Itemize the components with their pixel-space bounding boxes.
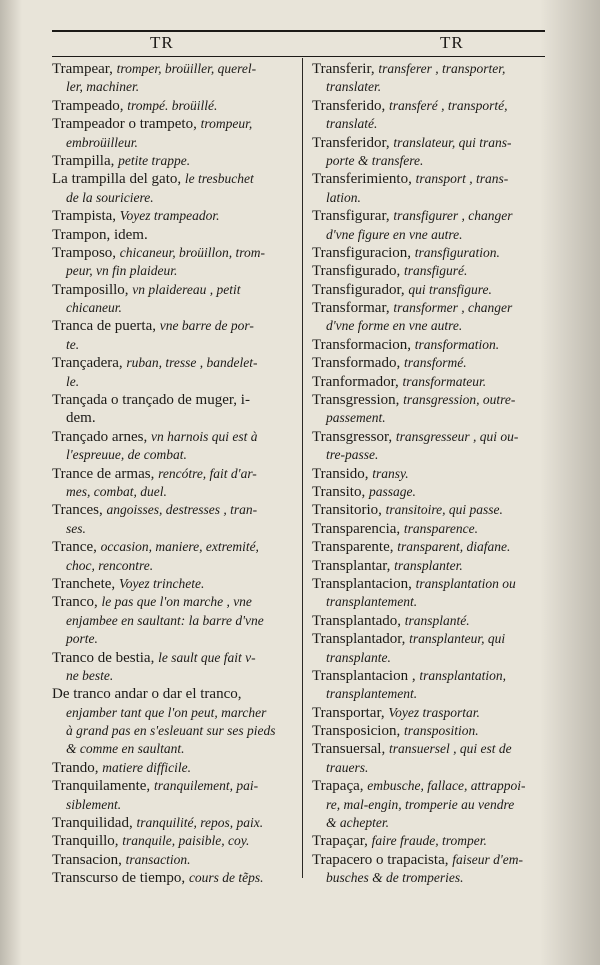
headword: Tranquilidad, bbox=[52, 815, 137, 832]
dictionary-entry-line bbox=[52, 851, 297, 869]
translation: enjambee en saultant: la barre d'vne bbox=[66, 612, 264, 628]
translation: passage. bbox=[368, 483, 416, 499]
headword: Transido, bbox=[312, 465, 373, 482]
headword: Transfigurado, bbox=[312, 263, 404, 280]
headword: Transparencia, bbox=[312, 520, 404, 537]
translation: transformer , changer bbox=[393, 300, 513, 316]
dictionary-entry-line bbox=[52, 832, 297, 850]
dictionary-entry-line bbox=[312, 483, 550, 501]
translation: faiseur d'em- bbox=[452, 851, 523, 867]
translation: matiere difficile. bbox=[102, 759, 192, 775]
translation: transplantation ou bbox=[415, 575, 516, 591]
headword: Transportar, bbox=[312, 704, 389, 721]
translation: Voyez trampeador. bbox=[119, 208, 220, 224]
dictionary-entry-line bbox=[52, 501, 297, 519]
translation: transplanteur, qui bbox=[409, 631, 506, 647]
dictionary-entry-line bbox=[312, 354, 550, 372]
headword: Trance de armas, bbox=[52, 465, 159, 482]
headword: Transacion, bbox=[52, 851, 126, 868]
translation: transaction. bbox=[125, 851, 191, 867]
dictionary-entry-line bbox=[312, 336, 550, 354]
headword: Trampeado, bbox=[52, 97, 128, 114]
dictionary-entry-line bbox=[312, 851, 550, 869]
dictionary-entry-line bbox=[312, 832, 550, 850]
dictionary-entry-line bbox=[52, 869, 297, 887]
dictionary-entry-line bbox=[312, 281, 550, 299]
translation: transposition. bbox=[403, 723, 479, 739]
dictionary-entry-line bbox=[52, 759, 297, 777]
translation: rencótre, fait d'ar- bbox=[158, 465, 257, 481]
dictionary-entry-line bbox=[312, 722, 550, 740]
dictionary-entry-line bbox=[52, 207, 297, 225]
headword: Transcurso de tiempo, bbox=[52, 870, 189, 887]
headword: La trampilla del gato, bbox=[52, 171, 185, 188]
dictionary-entry-line bbox=[52, 60, 297, 78]
translation: tre-passe. bbox=[326, 447, 379, 463]
dictionary-entry-line bbox=[312, 630, 550, 648]
headword: Tranquillo, bbox=[52, 833, 123, 850]
dictionary-entry-line bbox=[52, 373, 297, 391]
dictionary-entry-line bbox=[52, 704, 297, 722]
translation: ses. bbox=[66, 520, 86, 536]
headword: Transuersal, bbox=[312, 741, 389, 758]
translation: trompeur, bbox=[200, 116, 253, 132]
headword: Transformacion, bbox=[312, 336, 415, 353]
dictionary-entry-line bbox=[312, 538, 550, 556]
running-head-left: TR bbox=[150, 33, 174, 52]
translation: le. bbox=[66, 373, 80, 389]
dictionary-entry-line bbox=[52, 354, 297, 372]
dictionary-entry-line bbox=[312, 373, 550, 391]
dictionary-entry-line bbox=[312, 814, 550, 832]
translation: d'vne figure en vne autre. bbox=[326, 226, 463, 242]
headword: Trance, bbox=[52, 539, 101, 556]
translation: enjamber tant que l'on peut, marcher bbox=[66, 704, 267, 720]
dictionary-entry-line bbox=[312, 501, 550, 519]
translation: chicaneur. bbox=[66, 300, 122, 316]
translation: transy. bbox=[372, 465, 409, 481]
translation: transuersel , qui est de bbox=[388, 741, 512, 757]
translation: faire fraude, tromper. bbox=[371, 833, 487, 849]
translation: transplante. bbox=[326, 649, 391, 665]
headword: dem. bbox=[66, 410, 96, 427]
translation: qui transfigure. bbox=[408, 281, 492, 297]
translation: lation. bbox=[326, 189, 361, 205]
dictionary-entry-line bbox=[52, 409, 297, 427]
headword: Transplantar, bbox=[312, 557, 395, 574]
translation: occasion, maniere, extremité, bbox=[100, 539, 259, 555]
translation: translater. bbox=[326, 79, 382, 95]
dictionary-entry-line bbox=[52, 667, 297, 685]
headword: Trançada o trançado de muger, i- bbox=[52, 392, 250, 409]
translation: le tresbuchet bbox=[184, 171, 254, 187]
translation: transitoire, qui passe. bbox=[385, 502, 503, 518]
translation: vn plaidereau , petit bbox=[132, 281, 241, 297]
translation: le sault que fait v- bbox=[158, 649, 256, 665]
translation: transplantement. bbox=[326, 686, 418, 702]
dictionary-entry-line bbox=[52, 575, 297, 593]
dictionary-entry-line bbox=[312, 262, 550, 280]
headword: Transfigurador, bbox=[312, 281, 409, 298]
translation: trauers. bbox=[326, 759, 369, 775]
translation: peur, vn fin plaideur. bbox=[66, 263, 178, 279]
translation: tromper, broüiller, querel- bbox=[116, 61, 257, 76]
headword: Transplantador, bbox=[312, 631, 410, 648]
dictionary-entry-line bbox=[52, 336, 297, 354]
dictionary-entry-line bbox=[312, 226, 550, 244]
dictionary-entry-line bbox=[312, 446, 550, 464]
dictionary-entry-line bbox=[52, 465, 297, 483]
translation: transgression, outre- bbox=[403, 392, 516, 408]
dictionary-entry-line bbox=[52, 391, 297, 409]
headword: Transfiguracion, bbox=[312, 244, 415, 261]
translation: transformation. bbox=[414, 336, 500, 352]
headword: Tranchete, bbox=[52, 575, 119, 592]
translation: porte & transfere. bbox=[326, 152, 424, 168]
headword: Transfigurar, bbox=[312, 208, 394, 225]
headword: Transformar, bbox=[312, 300, 394, 317]
dictionary-entry-line bbox=[52, 796, 297, 814]
dictionary-entry-line bbox=[52, 538, 297, 556]
column-divider bbox=[302, 58, 303, 878]
translation: trompé. broüillé. bbox=[127, 97, 218, 113]
translation: siblement. bbox=[66, 796, 122, 812]
dictionary-entry-line bbox=[52, 649, 297, 667]
dictionary-entry-line bbox=[312, 189, 550, 207]
headword: Transposicion, bbox=[312, 723, 404, 740]
dictionary-entry-line bbox=[52, 78, 297, 96]
dictionary-entry-line bbox=[312, 97, 550, 115]
translation: tranquilement, pai- bbox=[153, 778, 259, 794]
dictionary-entry-line bbox=[52, 777, 297, 795]
translation: cours de tẽps. bbox=[188, 870, 264, 886]
headword: Trances, bbox=[52, 502, 107, 519]
dictionary-entry-line bbox=[312, 685, 550, 703]
header-rule-top bbox=[52, 30, 545, 32]
translation: transferé , transporté, bbox=[388, 97, 508, 113]
dictionary-entry-line bbox=[312, 612, 550, 630]
dictionary-entry-line bbox=[312, 649, 550, 667]
headword: Transparente, bbox=[312, 539, 398, 556]
translation: transferer , transporter, bbox=[378, 61, 506, 76]
translation: porte. bbox=[66, 631, 98, 647]
dictionary-entry-line bbox=[312, 207, 550, 225]
dictionary-entry-line bbox=[52, 740, 297, 758]
translation: transplantement. bbox=[326, 594, 418, 610]
translation: transgresseur , qui ou- bbox=[395, 428, 519, 444]
headword: Trapaçar, bbox=[312, 833, 372, 850]
translation: ne beste. bbox=[66, 667, 114, 683]
dictionary-entry-line bbox=[312, 575, 550, 593]
dictionary-entry-line bbox=[52, 244, 297, 262]
translation: l'espreuue, de combat. bbox=[66, 447, 187, 463]
page-edge-shadow-left bbox=[0, 0, 22, 965]
headword: Trançado arnes, bbox=[52, 428, 152, 445]
translation: ruban, tresse , bandelet- bbox=[126, 355, 258, 371]
translation: angoisses, destresses , tran- bbox=[106, 502, 258, 518]
dictionary-entry-line bbox=[312, 777, 550, 795]
translation: d'vne forme en vne autre. bbox=[326, 318, 463, 334]
translation: transplantation, bbox=[419, 667, 506, 683]
translation: transformateur. bbox=[402, 373, 487, 389]
translation: chicaneur, broüillon, trom- bbox=[119, 244, 266, 260]
translation: ler, machiner. bbox=[66, 79, 140, 95]
translation: te. bbox=[66, 336, 80, 352]
dictionary-entry-line bbox=[312, 152, 550, 170]
headword: Trampon, idem. bbox=[52, 226, 148, 243]
headword: Tramposo, bbox=[52, 244, 120, 261]
running-head-right: TR bbox=[440, 33, 464, 52]
dictionary-entry-line bbox=[52, 814, 297, 832]
headword: Transplantacion , bbox=[312, 667, 420, 684]
dictionary-entry-line bbox=[52, 593, 297, 611]
dictionary-entry-line bbox=[52, 226, 297, 244]
dictionary-entry-line bbox=[52, 428, 297, 446]
headword: Trampilla, bbox=[52, 152, 119, 169]
dictionary-entry-line bbox=[52, 557, 297, 575]
translation: translateur, qui trans- bbox=[393, 134, 512, 150]
headword: Tranformador, bbox=[312, 373, 403, 390]
translation: passement. bbox=[326, 410, 386, 426]
dictionary-entry-line bbox=[52, 685, 297, 703]
dictionary-entry-line bbox=[312, 796, 550, 814]
dictionary-entry-line bbox=[312, 520, 550, 538]
translation: transplanter. bbox=[394, 557, 463, 573]
headword: Tramposillo, bbox=[52, 281, 133, 298]
dictionary-entry-line bbox=[52, 97, 297, 115]
headword: Transferido, bbox=[312, 97, 389, 114]
dictionary-entry-line bbox=[312, 593, 550, 611]
headword: Transitorio, bbox=[312, 502, 386, 519]
translation: & comme en saultant. bbox=[66, 741, 185, 757]
dictionary-entry-line bbox=[312, 244, 550, 262]
dictionary-entry-line bbox=[52, 170, 297, 188]
left-column bbox=[52, 60, 297, 888]
headword: Tranco, bbox=[52, 594, 102, 611]
dictionary-entry-line bbox=[312, 115, 550, 133]
translation: mes, combat, duel. bbox=[66, 483, 167, 499]
translation: busches & de tromperies. bbox=[326, 870, 464, 886]
translation: Voyez trinchete. bbox=[118, 575, 205, 591]
dictionary-entry-line bbox=[52, 520, 297, 538]
dictionary-entry-line bbox=[312, 667, 550, 685]
dictionary-entry-line bbox=[52, 317, 297, 335]
translation: tranquilité, repos, paix. bbox=[136, 815, 264, 831]
translation: & achepter. bbox=[326, 815, 389, 831]
translation: choc, rencontre. bbox=[66, 557, 154, 573]
translation: petite trappe. bbox=[118, 152, 191, 168]
headword: Transito, bbox=[312, 483, 369, 500]
dictionary-entry-line bbox=[312, 759, 550, 777]
translation: transformé. bbox=[403, 355, 467, 371]
headword: Trapaça, bbox=[312, 778, 368, 795]
dictionary-entry-line bbox=[312, 391, 550, 409]
dictionary-entry-line bbox=[312, 317, 550, 335]
translation: à grand pas en s'esleuant sur ses pieds bbox=[66, 723, 276, 739]
headword: Tranca de puerta, bbox=[52, 318, 160, 335]
headword: Trampeador o trampeto, bbox=[52, 116, 201, 133]
translation: transparence. bbox=[403, 520, 479, 536]
headword: Trapacero o trapacista, bbox=[312, 851, 453, 868]
headword: Transgressor, bbox=[312, 428, 396, 445]
dictionary-entry-line bbox=[52, 299, 297, 317]
dictionary-entry-line bbox=[312, 60, 550, 78]
dictionary-entry-line bbox=[312, 170, 550, 188]
dictionary-entry-line bbox=[52, 630, 297, 648]
dictionary-entry-line bbox=[52, 446, 297, 464]
headword: Transplantado, bbox=[312, 612, 405, 629]
dictionary-entry-line bbox=[52, 189, 297, 207]
headword: Trampear, bbox=[52, 61, 117, 77]
headword: Trampista, bbox=[52, 208, 120, 225]
translation: embroüilleur. bbox=[66, 134, 138, 150]
translation: Voyez trasportar. bbox=[388, 704, 480, 720]
dictionary-entry-line bbox=[312, 78, 550, 96]
translation: re, mal-engin, tromperie au vendre bbox=[326, 796, 515, 812]
dictionary-entry-line bbox=[312, 704, 550, 722]
headword: Tranco de bestia, bbox=[52, 649, 159, 666]
translation: transfigurer , changer bbox=[393, 208, 513, 224]
translation: translaté. bbox=[326, 116, 378, 132]
dictionary-entry-line bbox=[52, 722, 297, 740]
dictionary-entry-line bbox=[312, 428, 550, 446]
headword: Transferir, bbox=[312, 61, 379, 77]
header-rule-bottom bbox=[52, 56, 545, 57]
dictionary-entry-line bbox=[312, 134, 550, 152]
headword: Transferidor, bbox=[312, 134, 394, 151]
translation: transparent, diafane. bbox=[397, 539, 511, 555]
translation: vne barre de por- bbox=[159, 318, 254, 334]
dictionary-entry-line bbox=[312, 409, 550, 427]
dictionary-entry-line bbox=[52, 483, 297, 501]
dictionary-entry-line bbox=[52, 281, 297, 299]
headword: Transferimiento, bbox=[312, 171, 416, 188]
dictionary-entry-line bbox=[52, 262, 297, 280]
dictionary-entry-line bbox=[52, 115, 297, 133]
headword: Tranquilamente, bbox=[52, 778, 154, 795]
translation: le pas que l'on marche , vne bbox=[101, 594, 252, 610]
dictionary-entry-line bbox=[52, 152, 297, 170]
translation: transport , trans- bbox=[415, 171, 509, 187]
translation: vn harnois qui est à bbox=[151, 428, 258, 444]
headword: Trando, bbox=[52, 759, 103, 776]
translation: transfiguré. bbox=[403, 263, 468, 279]
translation: transplanté. bbox=[404, 612, 470, 628]
headword: Trançadera, bbox=[52, 355, 127, 372]
dictionary-entry-line bbox=[312, 869, 550, 887]
headword: Transplantacion, bbox=[312, 575, 416, 592]
right-column bbox=[312, 60, 550, 888]
dictionary-entry-line bbox=[312, 465, 550, 483]
translation: de la souriciere. bbox=[66, 189, 154, 205]
dictionary-entry-line bbox=[52, 134, 297, 152]
translation: tranquile, paisible, coy. bbox=[122, 833, 250, 849]
headword: De tranco andar o dar el tranco, bbox=[52, 686, 242, 703]
dictionary-entry-line bbox=[312, 557, 550, 575]
dictionary-entry-line bbox=[312, 740, 550, 758]
dictionary-entry-line bbox=[312, 299, 550, 317]
dictionary-entry-line bbox=[52, 612, 297, 630]
headword: Transgression, bbox=[312, 392, 404, 409]
headword: Transformado, bbox=[312, 355, 404, 372]
translation: transfiguration. bbox=[414, 244, 500, 260]
translation: embusche, fallace, attrappoi- bbox=[367, 778, 526, 794]
